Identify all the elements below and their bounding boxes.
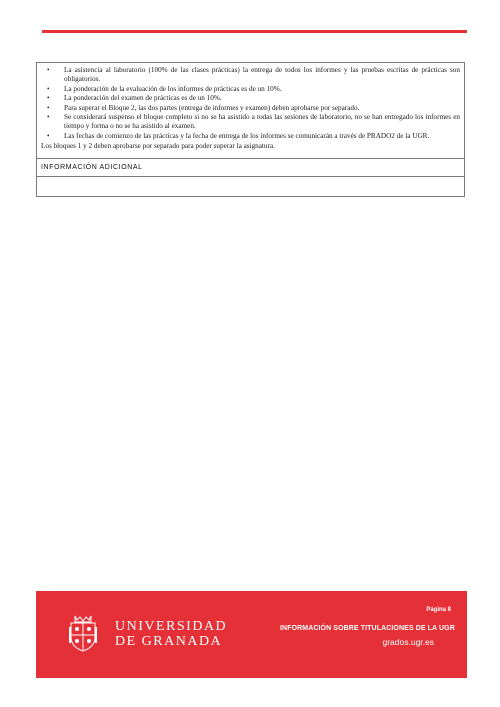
list-item: • La ponderación del examen de prácticas es de un 10%. — [41, 94, 460, 103]
page-footer — [36, 591, 467, 678]
university-name-line2: DE GRANADA — [115, 634, 223, 649]
page-number: Página 8 — [426, 607, 451, 613]
evaluation-section — [37, 63, 464, 159]
university-name — [115, 619, 227, 649]
evaluation-bullet-list — [41, 66, 460, 141]
list-item: • Para superar el Bloque 2, las dos partes (entrega de informes y examen) deben aprobarse por separado. — [41, 104, 460, 113]
additional-info-header: INFORMACIÓN ADICIONAL — [37, 159, 464, 177]
content-table — [36, 62, 465, 197]
evaluation-closing-text: Los bloques 1 y 2 deben aprobarse por separado para poder superar la asignatura. — [41, 142, 275, 151]
list-item: • La ponderación de la evaluación de los informes de prácticas es de un 10%. — [41, 85, 460, 94]
header-rule — [42, 30, 467, 33]
footer-url-link[interactable]: grados.ugr.es — [382, 637, 434, 647]
list-item: • Las fechas de comienzo de las prácticas y la fecha de entrega de los informes se comunicarán a través de PRADO2 de la UGR. — [41, 132, 460, 141]
university-name-line1: UNIVERSIDAD — [115, 619, 228, 634]
additional-info-body — [37, 177, 464, 196]
list-item: • La asistencia al laboratorio (100% de las clases prácticas) la entrega de todos los informes y las pruebas escritas de prácticas son obligatorios. — [41, 66, 460, 85]
footer-info-title: INFORMACIÓN SOBRE TITULACIONES DE LA UGR — [280, 625, 455, 632]
ugr-crest-icon — [66, 613, 100, 653]
list-item: • Se considerará suspenso el bloque completo si no se ha asistido a todas las sesiones de laboratorio, no se han entregado los informes en tiempo y forma o no se ha asistido al examen. — [41, 113, 460, 132]
